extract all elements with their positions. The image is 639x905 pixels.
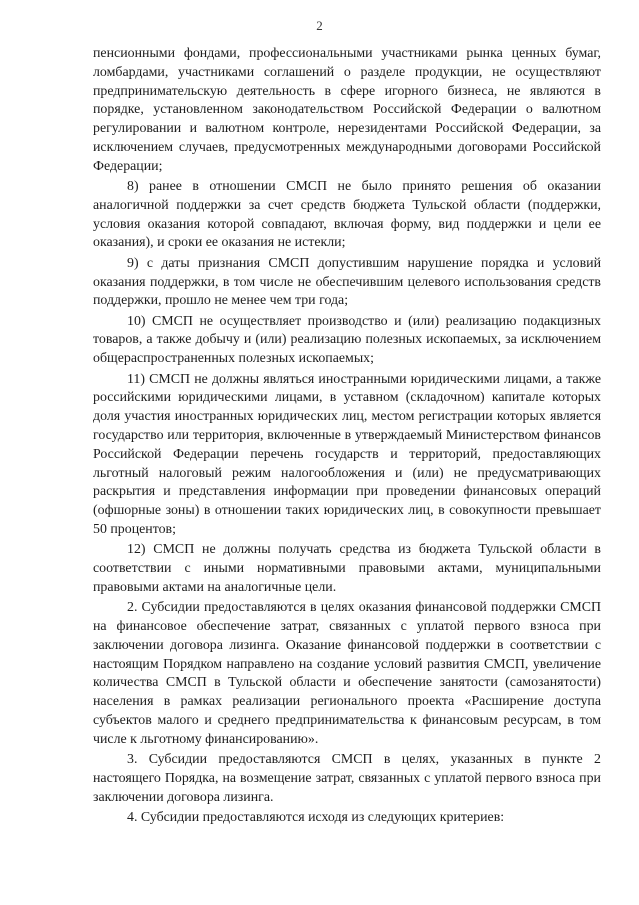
document-body [93,45,601,829]
paragraph-item-12: 12) СМСП не должны получать средства из бюджета Тульской области в соответствии с иными нормативными правовыми актами, муниципальными правовыми актами на аналогичные цели. [93,542,601,595]
paragraph-item-8: 8) ранее в отношении СМСП не было принято решения об оказании аналогичной поддержки за счет средств бюджета Тульской области (поддержки, условия оказания которой совпадают, включая форму, вид поддержки и цели ее оказания), и сроки ее оказания не истекли; [93,179,601,251]
paragraph-section-2: 2. Субсидии предоставляются в целях оказания финансовой поддержки СМСП на финансовое обеспечение затрат, связанных с уплатой первого взноса при заключении договора лизинга. Оказание финансовой поддержки в соответствии с настоящим Порядком направлено на создание условий развития СМСП, увеличение количества СМСП в Тульской области и обеспечение занятости (самозанятости) населения в рамках реализации регионального проекта «Расширение доступа субъектов малого и среднего предпринимательства к финансовым ресурсам, в том числе к льготному финансированию». [93,600,601,747]
paragraph-continuation: пенсионными фондами, профессиональными участниками рынка ценных бумаг, ломбардами, участниками соглашений о разделе продукции, не осуществляют предпринимательскую деятельность в сфере игорного бизнеса, не являются в порядке, установленном законодательством Российской Федерации о валютном регулировании и валютном контроле, нерезидентами Российской Федерации, за исключением случаев, предусмотренных международными договорами Российской Федерации; [93,46,601,174]
paragraph-section-3: 3. Субсидии предоставляются СМСП в целях, указанных в пункте 2 настоящего Порядка, на возмещение затрат, связанных с уплатой первого взноса при заключении договора лизинга. [93,751,601,805]
paragraph-item-9: 9) с даты признания СМСП допустившим нарушение порядка и условий оказания поддержки, в том числе не обеспечившим целевого использования средств поддержки, прошло не менее чем три года; [93,255,601,309]
paragraph-item-10: 10) СМСП не осуществляет производство и (или) реализацию подакцизных товаров, а также добычу и (или) реализацию полезных ископаемых, за исключением общераспространенных полезных ископаемых; [93,313,601,367]
paragraph-item-11: 11) СМСП не должны являться иностранными юридическими лицами, а также российскими юридическими лицами, в уставном (складочном) капитале которых доля участия иностранных юридических лиц, местом регистрации которых является государство или территория, включенные в утверждаемый Министерством финансов Российской Федерации перечень государств и территорий, предоставляющих льготный налоговый режим налогообложения и (или) не предусматривающих раскрытия и представления информации при проведении финансовых операций (офшорные зоны) в отношении таких юридических лиц, в совокупности превышает 50 процентов; [93,371,601,537]
paragraph-section-4: 4. Субсидии предоставляются исходя из следующих критериев: [127,809,505,825]
page-number: 2 [316,18,323,33]
